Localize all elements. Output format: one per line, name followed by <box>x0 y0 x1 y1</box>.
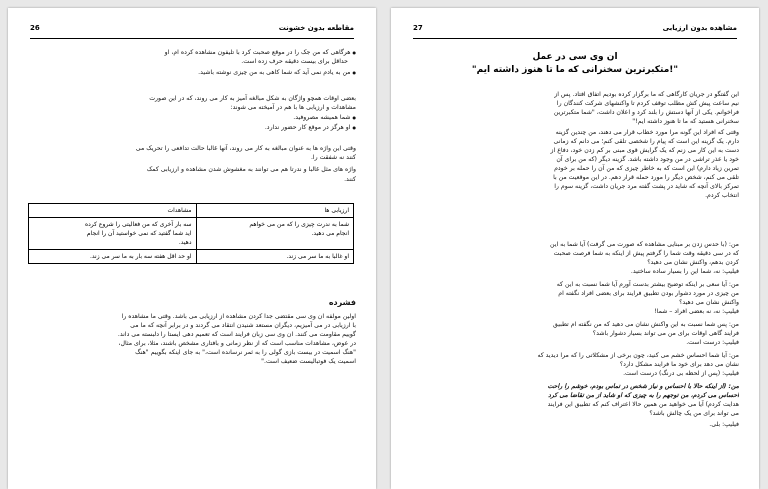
section-subtitle: "متکبرترین سخنرانی که ما تا هنوز داشته ایم!" <box>471 65 679 75</box>
page-26 <box>8 8 376 489</box>
dialogue-line: من: آیا شما احساس خشم می کنید، چون برخی از مشکلاتی را که مرا دیدید که <box>537 352 739 359</box>
column-header-evaluations: ارزیابی ها <box>196 204 353 218</box>
cell-line: اید شما گفتید که نمی خواستید آن را انجام <box>86 230 192 237</box>
intro-line: تمرکز بالای آنچه که شاید در پشت گفته مرد جریان داشت، گزینه سوم را <box>554 183 739 190</box>
table-row <box>29 218 354 250</box>
bullet-item: ● هرگاهی که من جک را در موقع صحبت کرد با تلیفون مشاهده کرده ام، او <box>28 48 356 57</box>
cell-line: انجام می دهید. <box>311 230 349 237</box>
cell-line: دهید. <box>178 239 192 246</box>
bullet-item: ● شما همیشه مصروفید. <box>28 113 356 122</box>
intro-line: فراخوانم. یکی از آنها دستش را بلند کرد و اعلان داشت، "شما متکبرترین <box>553 109 739 116</box>
cell-line: او حد اقل هفته سه بار به ما سر می زند. <box>89 253 192 260</box>
dialogue-line: احساس می کردم، من توجهم را به چیزی که او شاید از من تقاضا می کرد <box>548 392 739 399</box>
intro-line: تلقی می کنم، شخص دیگر را مورد حمله قرار دهم. در این موقعیت من با <box>553 174 739 181</box>
page-header <box>30 22 354 39</box>
page-number: 27 <box>413 24 423 32</box>
bullet-item: ● من به یادم نمی آید که شما کاهی به من چیزی نوشته باشید. <box>28 68 356 77</box>
intro-line: تمرین زیاد دارم) این است که به خاطر چیزی که من آن را حمله بر خودم <box>554 165 739 172</box>
dialogue-line: من: آیا سعی بر اینکه توضیح بیشتر بدست آورم آیا شما نسبت به این که <box>556 281 739 288</box>
intro-line: خود یا عذر تراشی در من وجود داشته باشد. گزینه دیگر (که من برای آن <box>556 156 739 163</box>
dialogue-line: نشان می دهد برای خود ما فرایند مشکل دارد؟ <box>619 361 739 368</box>
header-title: مشاهده بدون ارزیابی <box>662 24 737 32</box>
dialogue-line: می تواند برای من یک چالش باشد؟ <box>649 410 739 417</box>
table-cell-evaluation <box>196 250 353 264</box>
dialogue-line: من: پس شما نسبت به این واکنش نشان می دهید که من نگفته ام تطبیق <box>553 321 739 328</box>
comparison-table <box>28 203 354 264</box>
summary-line: "هنگ اسمیت در بیست بازی گولی را به ثمر نرسانده است،" به جای اینکه بگوییم "هنگ <box>135 349 356 356</box>
dialogue-line: فیلیپ: درست است. <box>686 339 739 346</box>
paragraph-line: بعضی اوقات همچو واژگان به شکل مبالغه آمیز به کار می روند، که در این صورت <box>149 95 356 102</box>
dialogue-line: من: (با حدس زدن بر مبنایی مشاهده که صورت می گرفت) آیا شما به این <box>550 241 739 248</box>
bullet-item-continued: حداقل برای بیست دقیقه حرف زده است. <box>241 58 348 65</box>
table-cell-observation <box>29 218 197 250</box>
intro-line: انتخاب کردم. <box>705 192 739 199</box>
intro-line: وقتی که افراد این گونه مرا مورد خطاب قرار می دهند، من چندین گزینه <box>555 129 739 136</box>
summary-line: در عوض، مشاهدات مناسب است که از نظر زمانی و بافتاری مشخص باشند، مثلا، برای مثال، <box>118 340 356 347</box>
dialogue-line: من چیزی در مورد دشوار بودن تطبیق فرایند برای بعضی افراد نگفته ام <box>558 290 739 297</box>
dialogue-line: که در سی دقیقه وقت شما را گرفتم پیش از اینکه به شما فرصت صحبت <box>553 250 739 257</box>
cell-line: او غالبا به ما سر می زند. <box>286 253 349 260</box>
intro-line: سخنرانی هستید که ما تا هنوز داشته ایم!" <box>632 118 739 125</box>
paragraph-line: وقتی این واژه ها به عنوان مبالغه به کار می روند، آنها غالبا حالت تدافعی را تحریک می <box>135 145 356 152</box>
paragraph-line: کنند. <box>344 176 356 183</box>
cell-line: شما به ندرت چیزی را که من می خواهم <box>249 221 349 228</box>
dialogue-line: فرایند گاهی اوقات برای من می تواند بسیار دشوار باشد؟ <box>592 330 739 337</box>
page-number: 26 <box>30 24 40 32</box>
paragraph-line: مشاهدات و ارزیابی ها با هم در آمیخته می شوند: <box>230 104 356 111</box>
cell-line: سه بار آخری که من فعالیتی را شروع کرده <box>84 221 192 228</box>
dialogue-line: هدایت کردم) آیا می خواهید من همین حالا اعتراف کنم که تطبیق این فرایند <box>547 401 739 408</box>
intro-line: دست به این کار می زنم که یک گرایش قوی مبنی بر کم زدن خود، دفاع از <box>550 147 739 154</box>
summary-line: اولین مولفه ان وی سی مقتضی جدا کردن مشاهده از ارزیابی می باشد. وقتی ما مشاهده را <box>121 313 356 320</box>
dialogue-line: فیلیپ: (پس از لحظه بی درنگ) درست است. <box>623 370 739 377</box>
dialogue-line: کردن بدهم، واکنش نشان می دهید؟ <box>647 259 739 266</box>
paragraph-line: کنند نه شفقت را. <box>310 154 356 161</box>
summary-line: با ارزیابی در می آمیزیم، دیگران مستعد شنیدن انتقاد می گردند و در برابر آنچه که ما می <box>130 322 356 329</box>
dialogue-line: فیلیپ: نه، شما این را بسیار ساده ساختید. <box>630 268 739 275</box>
column-header-observations: مشاهدات <box>29 204 197 218</box>
intro-line: دارم. یک گزینه این است که پیام را شخصی تلقی کنم؛ می دانم که زمانی <box>553 138 739 145</box>
dialogue-line: فیلیپ: نه، نه بعضی افراد – شما! <box>654 308 739 315</box>
summary-line: اسمیت یک فوتبالیست ضعیف است." <box>261 358 356 365</box>
page-header <box>413 22 737 39</box>
header-title: مقاطعه بدون خشونت <box>278 24 354 32</box>
section-title: ان وی سی در عمل <box>532 52 618 62</box>
section-heading: فشرده <box>328 298 356 307</box>
summary-line: گوییم مقاومت می کنند. ان وی سی زبان فرایند است که تعمیم دهی ایستا را دلبسته می داند. <box>117 331 356 338</box>
page-27 <box>391 8 759 489</box>
dialogue-line: فیلیپ: بلی. <box>709 421 739 428</box>
intro-line: این گفتگو در جریان کارگاهی که ما برگزار کرده بودیم اتفاق افتاد. پس از <box>554 91 739 98</box>
paragraph-line: واژه های مثل غالبا و ندرتا هم می توانند به مغشوش شدن مشاهده و ارزیابی کمک <box>146 166 356 173</box>
table-header-row <box>29 204 354 218</box>
dialogue-line: واکنش نشان می دهید؟ <box>679 299 739 306</box>
dialogue-line: من: (از اینکه حالا با احساس و نیاز شخص در تماس بودم، خوشم را راحت <box>547 383 739 390</box>
table-cell-observation <box>29 250 197 264</box>
bullet-item: ● او هرگز در موقع کار حضور ندارد. <box>28 123 356 132</box>
table-cell-evaluation <box>196 218 353 250</box>
intro-line: نیم ساعت پیش کش مطلب توقف کردم تا واکنشهای شرکت کنندگان را <box>556 100 739 107</box>
table-row <box>29 250 354 264</box>
